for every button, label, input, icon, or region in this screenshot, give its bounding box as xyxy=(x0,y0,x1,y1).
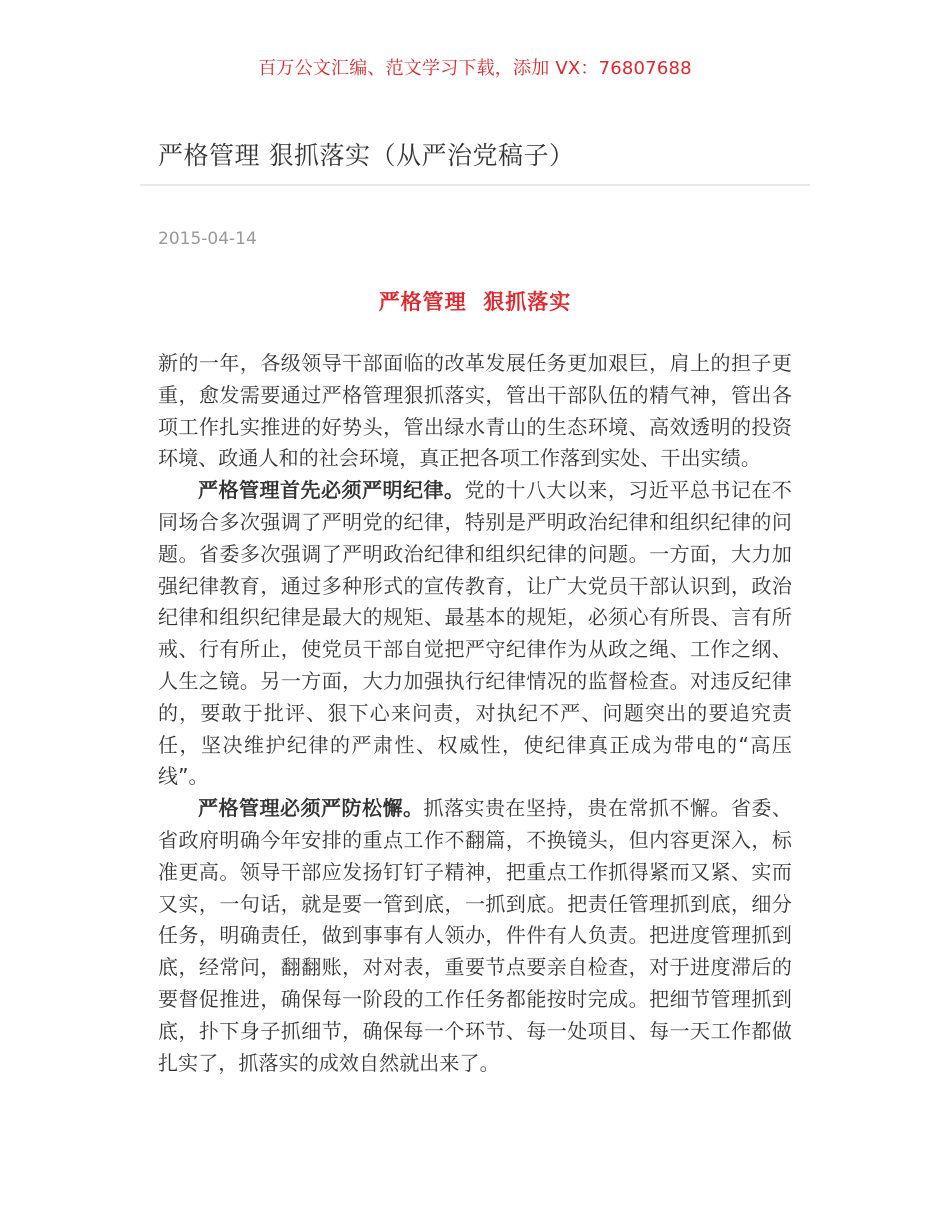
paragraph-discipline xyxy=(158,475,792,793)
paragraph-lead: 严格管理首先必须严明纪律。 xyxy=(198,478,465,503)
article-subtitle: 严格管理 狠抓落实 xyxy=(378,290,572,314)
paragraph-vigilance xyxy=(158,793,792,1079)
publish-date: 2015-04-14 xyxy=(158,229,257,249)
paragraph-text: 新的一年，各级领导干部面临的改革发展任务更加艰巨，肩上的担子更重，愈发需要通过严格管理狠抓落实，管出干部队伍的精气神，管出各项工作扎实推进的好势头，管出绿水青山的生态环境、高效透明的投资环境、政通人和的社会环境，真正把各项工作落到实处、干出实绩。 xyxy=(158,351,792,471)
article-title: 严格管理 狠抓落实（从严治党稿子） xyxy=(158,141,575,170)
title-divider xyxy=(140,184,810,186)
paragraph-intro xyxy=(158,348,792,475)
promo-banner: 百万公文汇编、范文学习下载，添加 VX：76807688 xyxy=(258,58,692,79)
paragraph-text: 党的十八大以来，习近平总书记在不同场合多次强调了严明党的纪律，特别是严明政治纪律和组织纪律的问题。省委多次强调了严明政治纪律和组织纪律的问题。一方面，大力加强纪律教育，通过多种形式的宣传教育，让广大党员干部认识到，政治纪律和组织纪律是最大的规矩、最基本的规矩，必须心有所畏、言有所戒、行有所止，使党员干部自觉把严守纪律作为从政之绳、工作之纲、人生之镜。另一方面，大力加强执行纪律情况的监督检查。对违反纪律的，要敢于批评、狠下心来问责，对执纪不严、问题突出的要追究责任，坚决维护纪律的严肃性、权威性，使纪律真正成为带电的“高压线”。 xyxy=(158,478,792,789)
paragraph-lead: 严格管理必须严防松懈。 xyxy=(198,796,424,821)
article-body xyxy=(158,348,792,1079)
paragraph-text: 抓落实贵在坚持，贵在常抓不懈。省委、省政府明确今年安排的重点工作不翻篇，不换镜头，但内容更深入，标准更高。领导干部应发扬钉钉子精神，把重点工作抓得紧而又紧、实而又实，一句话，就是要一管到底，一抓到底。把责任管理抓到底，细分任务，明确责任，做到事事有人领办，件件有人负责。把进度管理抓到底，经常问，翻翻账，对对表，重要节点要亲自检查，对于进度滞后的要督促推进，确保每一阶段的工作任务都能按时完成。把细节管理抓到底，扑下身子抓细节，确保每一个环节、每一处项目、每一天工作都做扎实了，抓落实的成效自然就出来了。 xyxy=(158,796,792,1075)
